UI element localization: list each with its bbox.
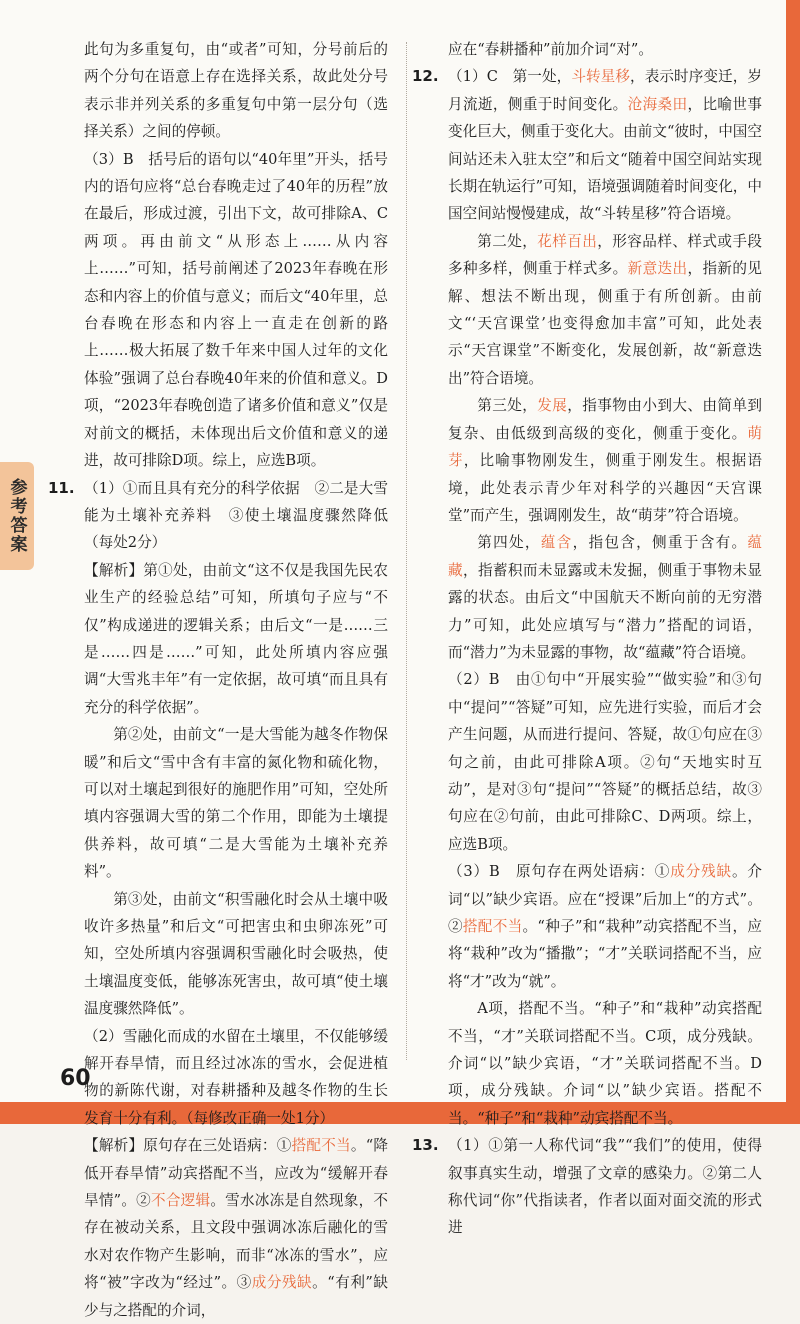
highlight-term: 花样百出 (537, 233, 597, 250)
q12-part1-para3 (448, 392, 762, 529)
question-13 (418, 1132, 762, 1242)
q11-part1-explanation-3: 第③处，由前文“积雪融化时会从土壤中吸收许多热量”和后文“可把害虫和虫卵冻死”可知，空处所填内容强调积雪融化时会吸热，使土壤温度变低，能够冻死害虫，故可填“使土壤温度骤然降低”。 (84, 886, 388, 1023)
text-run: ，指新的见解、想法不断出现，侧重于有所创新。由前文“‘天宫课堂’也变得愈加丰富”可知，此处表示“天宫课堂”不断变化，发展创新，故“新意迭出”符合语境。 (448, 260, 762, 387)
text-run: ，指事物由小到大、由简单到复杂、由低级到高级的变化，侧重于变化。 (448, 397, 762, 441)
q12-part3-answer (448, 858, 762, 995)
question-number: 12. (412, 63, 439, 90)
page-border-right (786, 0, 800, 1124)
left-column (54, 36, 388, 1324)
text-run: 第四处， (477, 534, 541, 551)
question-12 (418, 63, 762, 1132)
text-run: （3）B 原句存在两处语病：① (448, 863, 670, 880)
question-11 (54, 475, 388, 1324)
q12-part2-answer: （2）B 由①句中“开展实验”“做实验”和③句中“提问”“答疑”可知，应先进行实验，而后才会产生问题，从而进行提问、答疑，故①句应在③句之前，由此可排除A项。②句“天地实时互动”，是对③句“提问”“答疑”的概括总结，故③句应在②句前，由此可排除C、D两项。综上，应选B项。 (448, 666, 762, 858)
q11-part2-answer: （2）雪融化而成的水留在土壤里，不仅能够缓解开春旱情，而且经过冰冻的雪水，会促进植物的新陈代谢，对春耕播种及越冬作物的生长发育十分有利。（每修改正确一处1分） (84, 1023, 388, 1133)
highlight-term: 斗转星移 (571, 68, 630, 85)
text-run: ，指蓄积而未显露或未发掘，侧重于事物未显露的状态。由后文“中国航天不断向前的无穷潜力”可知，此处应填写与“潜力”搭配的词语，而“潜力”为未显露的事物，故“蕴藏”符合语境。 (448, 562, 762, 661)
q11-part1-explanation-2: 第②处，由前文“一是大雪能为越冬作物保暖”和后文“雪中含有丰富的氮化物和硫化物，可以对土壤起到很好的施肥作用”可知，空处所填内容强调大雪的第二个作用，即能为土壤提供养料，故可填“二是大雪能为土壤补充养料”。 (84, 721, 388, 885)
paragraph-continuation: 此句为多重复句，由“或者”可知，分号前后的两个分句在语意上存在选择关系，故此处分号表示非并列关系的多重复句中第一层分句（选择关系）之间的停顿。 (54, 36, 388, 146)
q12-part1-para2 (448, 228, 762, 392)
highlight-term: 搭配不当 (292, 1137, 351, 1154)
highlight-term: 蕴藏 (448, 534, 762, 578)
text-run: ，比喻世事变化巨大，侧重于变化大。由前文“彼时，中国空间站还未入驻太空”和后文“随着中国空间站实现长期在轨运行”可知，语境强调随着时间变化，中国空间站慢慢建成，故“斗转星移”符合语境。 (448, 96, 762, 223)
text-run: ，指包含，侧重于含有。 (573, 534, 748, 551)
highlight-term: 搭配不当 (463, 918, 523, 935)
text-run: 【解析】原句存在三处语病：① (84, 1137, 292, 1154)
q11-part1-explanation-1: 【解析】第①处，由前文“这不仅是我国先民农业生产的经验总结”可知，所填句子应与“不仅”构成递进的逻辑关系；由后文“一是……三是……四是……”可知，此处所填内容应强调“大雪兆丰年”有一定依据，故可填“而且具有充分的科学依据”。 (84, 557, 388, 721)
paragraph-continuation: 应在“春耕播种”前加介词“对”。 (418, 36, 762, 63)
text-run: ，形容品样、样式或手段多种多样，侧重于样式多。 (448, 233, 762, 277)
q11-part1-answer: （1）①而且具有充分的科学依据 ②二是大雪能为土壤补充养料 ③使土壤温度骤然降低（每处2分） (84, 475, 388, 557)
highlight-term: 不合逻辑 (151, 1192, 210, 1209)
q10-part3-answer: （3）B 括号后的语句以“40年里”开头，括号内的语句应将“总台春晚走过了40年的历程”放在最后，形成过渡，引出下文，故可排除A、C两项。再由前文“从形态上……从内容上……”可知，括号前阐述了2023年春晚在形态和内容上的价值与意义；而后文“40年里，总台春晚在形态和内容上一直走在创新的路上……极大拓展了数千年来中国人过年的文化体验”强调了总台春晚40年来的价值和意义。D项，“2023年春晚创造了诸多价值和意义”仅是对前文的概括，未体现出后文价值和意义的递进，故可排除D项。综上，应选B项。 (54, 146, 388, 475)
section-side-tab: 参考答案 (0, 462, 34, 570)
q12-part3-options: A项，搭配不当。“种子”和“栽种”动宾搭配不当，“才”关联词搭配不当。C项，成分残缺。介词“以”缺少宾语，“才”关联词搭配不当。D项，成分残缺。介词“以”缺少宾语。搭配不当。“种子”和“栽种”动宾搭配不当。 (448, 995, 762, 1132)
text-run: 。“降低开春旱情”动宾搭配不当，应改为“缓解开春旱情”。② (84, 1137, 388, 1209)
text-run: （1）C 第一处， (448, 68, 571, 85)
q11-part2-explanation (84, 1132, 388, 1324)
column-divider (406, 42, 407, 1060)
q13-part1-answer: （1）①第一人称代词“我”“我们”的使用，使得叙事真实生动，增强了文章的感染力。②第二人称代词“你”代指读者，作者以面对面交流的形式进 (448, 1132, 762, 1242)
highlight-term: 蕴含 (541, 534, 573, 551)
highlight-term: 沧海桑田 (628, 96, 688, 113)
highlight-term: 成分残缺 (252, 1274, 312, 1291)
text-run: 。“有利”缺少与之搭配的介词， (84, 1274, 388, 1318)
text-run: 第三处， (477, 397, 537, 414)
text-run: ，比喻事物刚发生，侧重于刚发生。根据语境，此处表示青少年对科学的兴趣因“天宫课堂”而产生，强调刚发生，故“萌芽”符合语境。 (448, 452, 762, 524)
highlight-term: 成分残缺 (670, 863, 732, 880)
right-column (418, 36, 762, 1242)
page-number: 60 (60, 1066, 91, 1091)
q12-part1-para4 (448, 529, 762, 666)
text-run: ，表示时序变迁，岁月流逝，侧重于时间变化。 (448, 68, 762, 112)
highlight-term: 新意迭出 (628, 260, 688, 277)
q12-part1-para1 (448, 63, 762, 227)
text-run: 。介词“以”缺少宾语。应在“授课”后加上“的方式”。② (448, 863, 762, 935)
text-run: 第二处， (477, 233, 537, 250)
question-number: 13. (412, 1132, 439, 1159)
question-number: 11. (48, 475, 75, 502)
text-run: 。雪水冰冻是自然现象，不存在被动关系，且文段中强调冰冻后融化的雪水对农作物产生影响，而非“冰冻的雪水”，应将“被”字改为“经过”。③ (84, 1192, 388, 1291)
highlight-term: 发展 (537, 397, 567, 414)
text-run: 。“种子”和“栽种”动宾搭配不当，应将“栽种”改为“播撒”；“才”关联词搭配不当，应将“才”改为“就”。 (448, 918, 762, 990)
highlight-term: 萌芽 (448, 425, 762, 469)
